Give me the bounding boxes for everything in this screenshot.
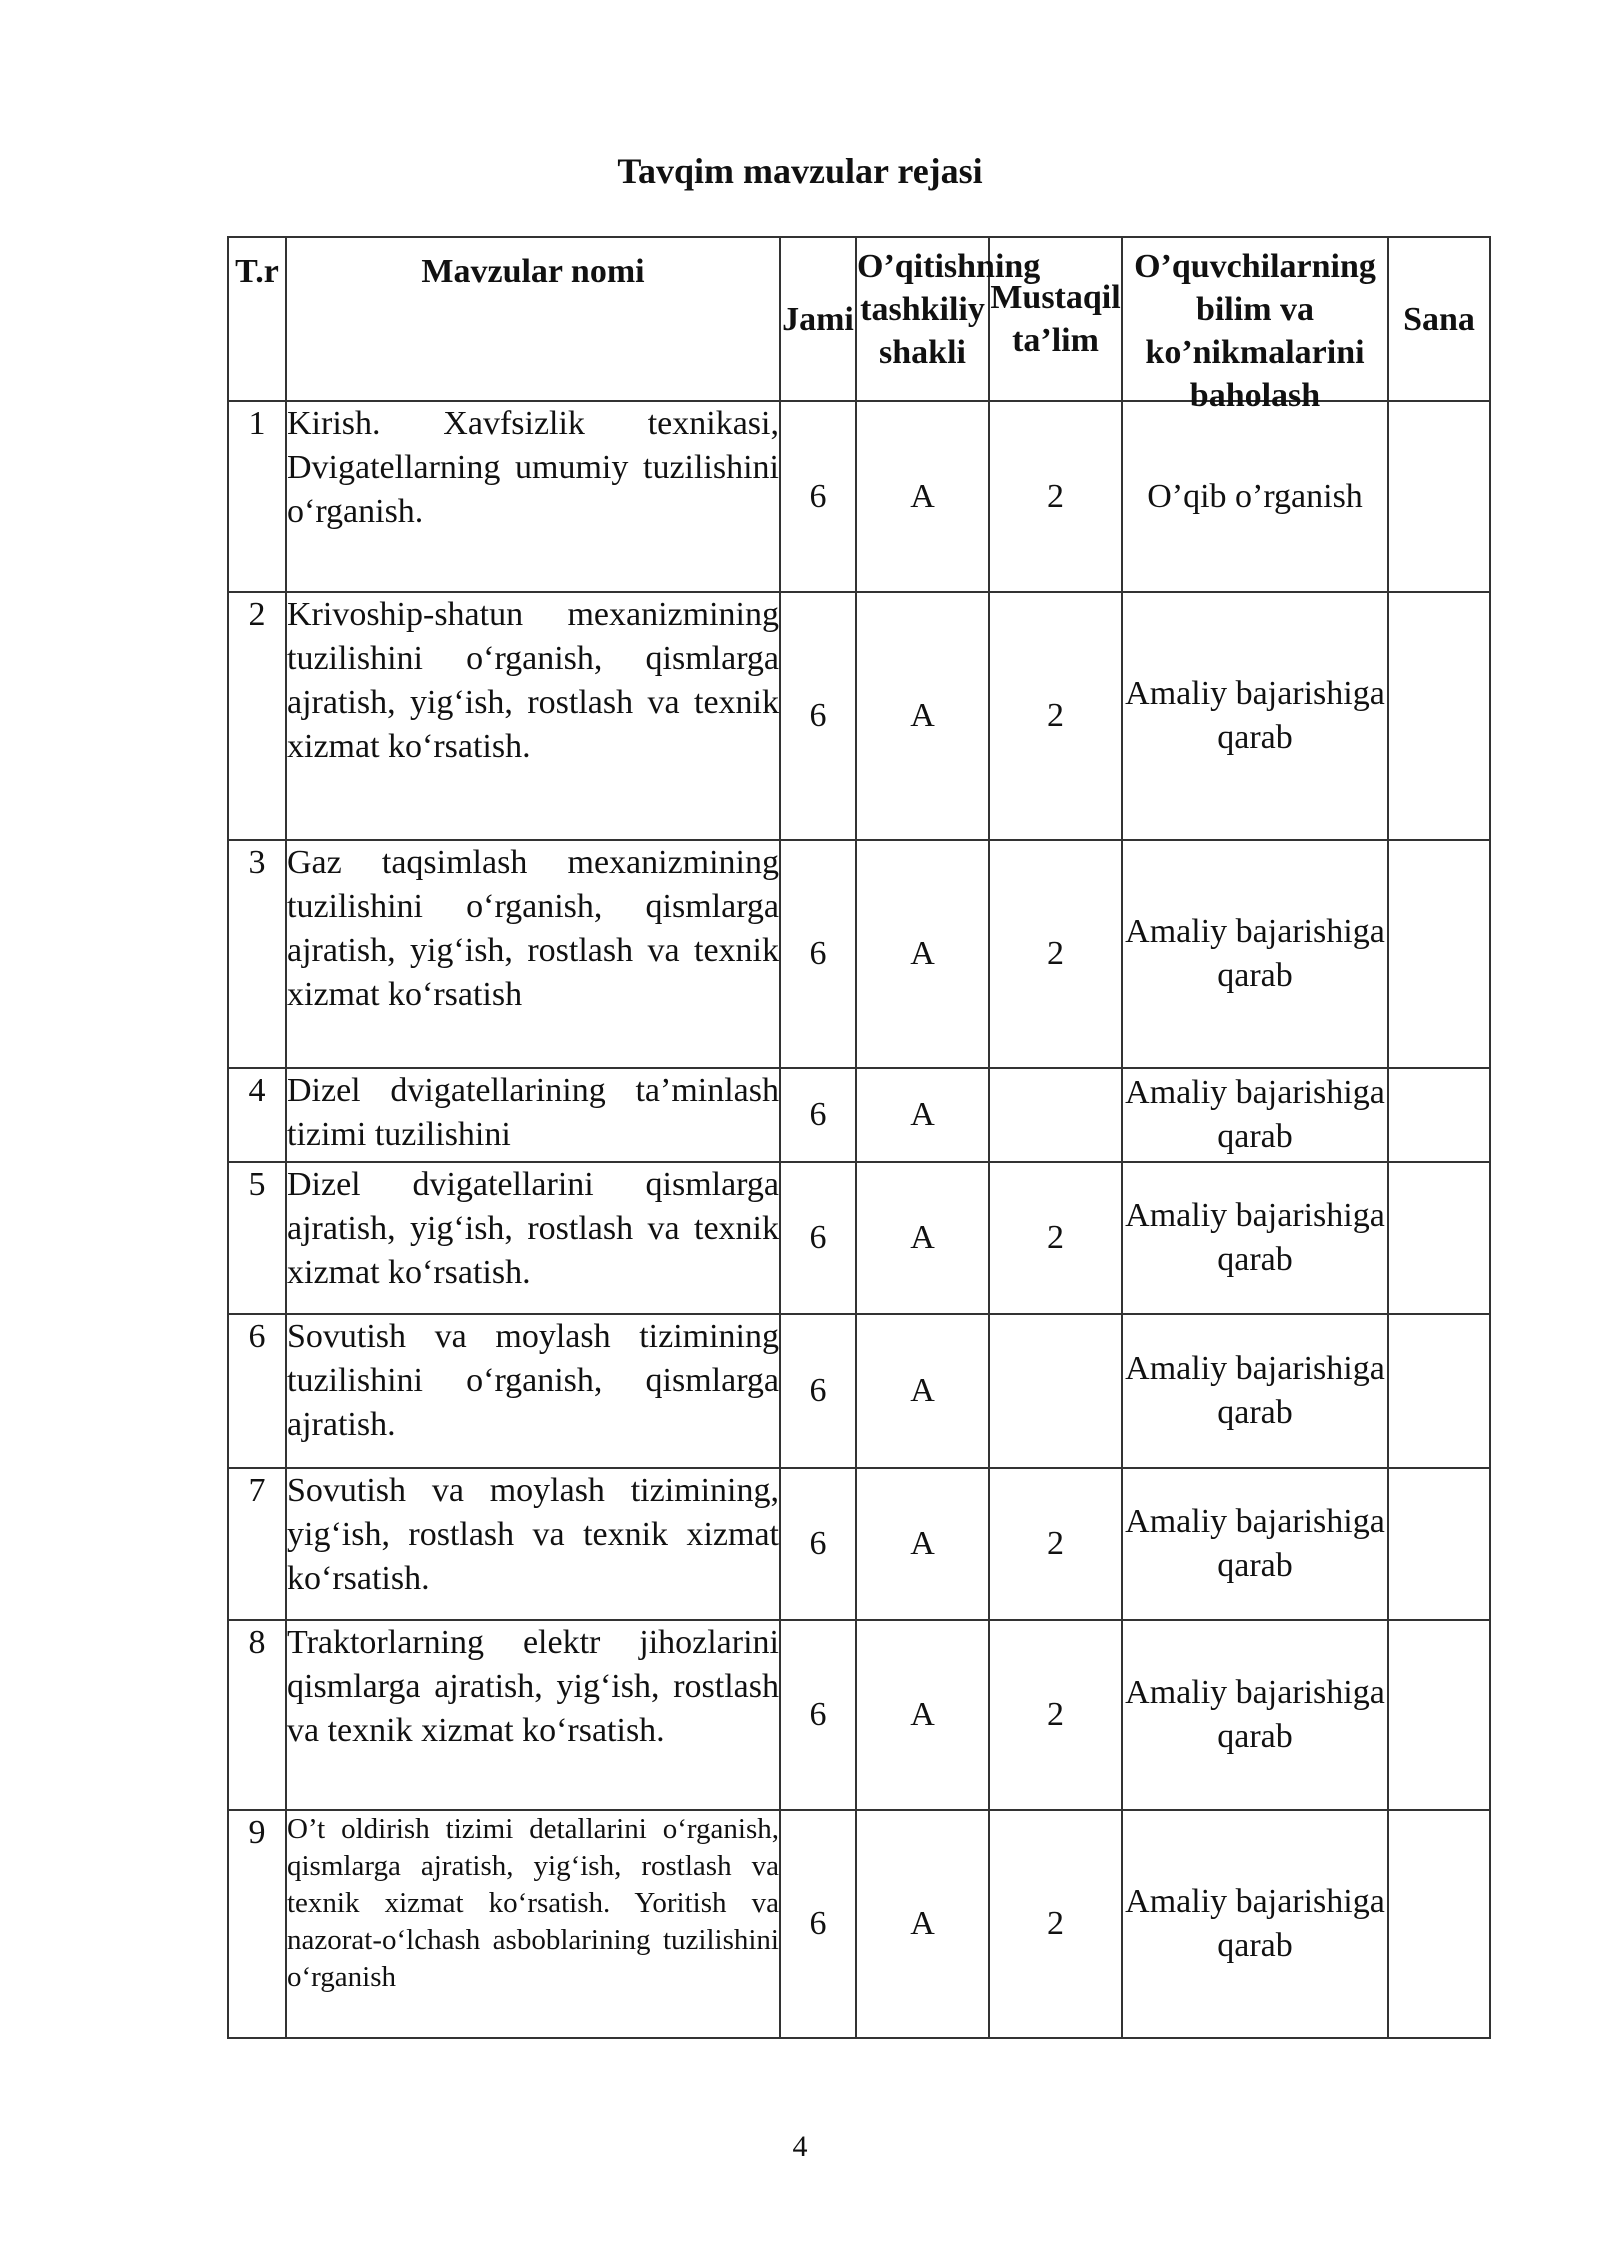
column-header-assessment-text: O’quvchilarning bilim va ko’nikmalarini baholash: [1134, 248, 1376, 414]
column-header-tr: T.r: [228, 237, 286, 401]
table-row: [228, 1620, 1490, 1810]
topic-plan-table: [227, 236, 1491, 2039]
topic-cell: Dizel dvigatellarining ta’minlash tizimi tuzilishini: [286, 1068, 780, 1162]
assessment-cell: Amaliy bajarishiga qarab: [1122, 840, 1388, 1068]
form-cell: A: [856, 1810, 989, 2038]
topic-cell: Gaz taqsimlash mexanizmining tuzilishini o‘rganish, qismlarga ajratish, yig‘ish, rostlash va texnik xizmat ko‘rsatish: [286, 840, 780, 1068]
row-number: 5: [228, 1162, 286, 1314]
table-row: [228, 1162, 1490, 1314]
independent-cell: 2: [989, 401, 1122, 592]
row-number: 7: [228, 1468, 286, 1620]
independent-cell: 2: [989, 1620, 1122, 1810]
form-cell: A: [856, 1314, 989, 1468]
row-number: 4: [228, 1068, 286, 1162]
topic-cell: Traktorlarning elektr jihozlarini qismlarga ajratish, yig‘ish, rostlash va texnik xizmat ko‘rsatish.: [286, 1620, 780, 1810]
date-cell: [1388, 1810, 1490, 2038]
date-cell: [1388, 1468, 1490, 1620]
total-cell: 6: [780, 1314, 856, 1468]
row-number: 2: [228, 592, 286, 840]
row-number: 6: [228, 1314, 286, 1468]
independent-cell: [989, 1314, 1122, 1468]
table-row: [228, 592, 1490, 840]
column-header-date: Sana: [1388, 237, 1490, 401]
column-header-form-text: O’qitishning tashkiliy shakli: [857, 248, 1041, 371]
total-cell: 6: [780, 1162, 856, 1314]
date-cell: [1388, 1314, 1490, 1468]
header-row: [228, 237, 1490, 401]
total-cell: 6: [780, 1620, 856, 1810]
column-header-assessment: [1122, 237, 1388, 414]
assessment-cell: Amaliy bajarishiga qarab: [1122, 1314, 1388, 1468]
row-number: 8: [228, 1620, 286, 1810]
topic-cell: Sovutish va moylash tizimining, yig‘ish, rostlash va texnik xizmat ko‘rsatish.: [286, 1468, 780, 1620]
table-row: [228, 1314, 1490, 1468]
assessment-cell: Amaliy bajarishiga qarab: [1122, 1162, 1388, 1314]
row-number: 3: [228, 840, 286, 1068]
form-cell: A: [856, 1620, 989, 1810]
total-cell: 6: [780, 840, 856, 1068]
total-cell: 6: [780, 1068, 856, 1162]
form-cell: A: [856, 1068, 989, 1162]
assessment-cell: Amaliy bajarishiga qarab: [1122, 1810, 1388, 2038]
total-cell: 6: [780, 1468, 856, 1620]
topic-cell: Kirish. Xavfsizlik texnikasi, Dvigatellarning umumiy tuzilishini o‘rganish.: [286, 401, 780, 592]
independent-cell: 2: [989, 1162, 1122, 1314]
date-cell: [1388, 592, 1490, 840]
independent-cell: 2: [989, 1468, 1122, 1620]
form-cell: A: [856, 592, 989, 840]
table-row: [228, 1810, 1490, 2038]
date-cell: [1388, 1620, 1490, 1810]
topic-cell: Dizel dvigatellarini qismlarga ajratish, yig‘ish, rostlash va texnik xizmat ko‘rsatish.: [286, 1162, 780, 1314]
total-cell: 6: [780, 401, 856, 592]
independent-cell: 2: [989, 592, 1122, 840]
column-header-total: Jami: [780, 237, 856, 401]
form-cell: A: [856, 401, 989, 592]
topic-cell: Krivoship-shatun mexanizmining tuzilishini o‘rganish, qismlarga ajratish, yig‘ish, rostlash va texnik xizmat ko‘rsatish.: [286, 592, 780, 840]
row-number: 1: [228, 401, 286, 592]
column-header-form: [856, 237, 1041, 401]
row-number: 9: [228, 1810, 286, 2038]
date-cell: [1388, 1162, 1490, 1314]
independent-cell: [989, 1068, 1122, 1162]
total-cell: 6: [780, 1810, 856, 2038]
assessment-cell: Amaliy bajarishiga qarab: [1122, 1068, 1388, 1162]
topic-cell: O’t oldirish tizimi detallarini o‘rganish, qismlarga ajratish, yig‘ish, rostlash va texnik xizmat ko‘rsatish. Yoritish va nazorat-o‘lchash asboblarining tuzilishini o‘rganish: [286, 1810, 780, 2038]
assessment-cell: Amaliy bajarishiga qarab: [1122, 1468, 1388, 1620]
assessment-cell: Amaliy bajarishiga qarab: [1122, 592, 1388, 840]
date-cell: [1388, 401, 1490, 592]
table-row: [228, 1468, 1490, 1620]
page-number: 4: [792, 2130, 808, 2163]
table-row: [228, 840, 1490, 1068]
form-cell: A: [856, 1468, 989, 1620]
total-cell: 6: [780, 592, 856, 840]
column-header-topic: Mavzular nomi: [286, 237, 780, 401]
column-header-independent: Mustaqil ta’lim: [989, 237, 1122, 401]
date-cell: [1388, 1068, 1490, 1162]
table-row: [228, 1068, 1490, 1162]
date-cell: [1388, 840, 1490, 1068]
table-body: [228, 401, 1490, 2038]
table-row: [228, 401, 1490, 592]
topic-cell: Sovutish va moylash tizimining tuzilishini o‘rganish, qismlarga ajratish.: [286, 1314, 780, 1468]
form-cell: A: [856, 1162, 989, 1314]
independent-cell: 2: [989, 840, 1122, 1068]
form-cell: A: [856, 840, 989, 1068]
assessment-cell: Amaliy bajarishiga qarab: [1122, 1620, 1388, 1810]
assessment-cell: O’qib o’rganish: [1122, 401, 1388, 592]
page-title: Tavqim mavzular rejasi: [617, 151, 983, 191]
independent-cell: 2: [989, 1810, 1122, 2038]
